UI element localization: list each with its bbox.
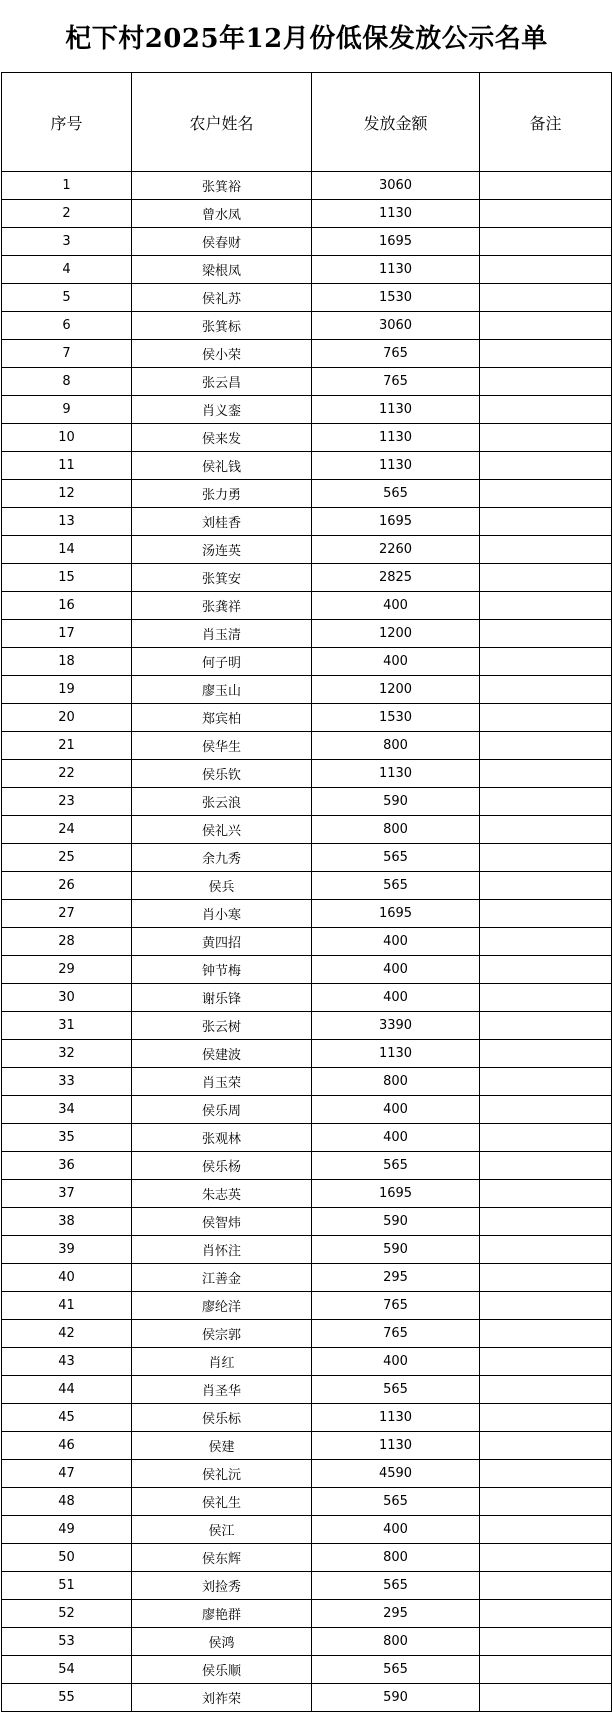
row-note	[480, 984, 612, 1012]
row-index: 6	[2, 312, 132, 340]
row-note	[480, 1656, 612, 1684]
row-note	[480, 816, 612, 844]
header-index: 序号	[2, 73, 132, 172]
farmer-name: 侯华生	[132, 732, 312, 760]
row-note	[480, 956, 612, 984]
table-row	[2, 564, 612, 592]
farmer-name: 侯礼沅	[132, 1460, 312, 1488]
payment-amount: 3390	[312, 1012, 480, 1040]
farmer-name: 侯乐标	[132, 1404, 312, 1432]
table-row	[2, 704, 612, 732]
payment-amount: 400	[312, 1348, 480, 1376]
table-row	[2, 620, 612, 648]
row-index: 53	[2, 1628, 132, 1656]
row-index: 30	[2, 984, 132, 1012]
payment-amount: 800	[312, 1628, 480, 1656]
table-row	[2, 1180, 612, 1208]
row-index: 8	[2, 368, 132, 396]
row-index: 49	[2, 1516, 132, 1544]
farmer-name: 廖玉山	[132, 676, 312, 704]
farmer-name: 张龚祥	[132, 592, 312, 620]
payment-amount: 1695	[312, 228, 480, 256]
row-note	[480, 1124, 612, 1152]
row-note	[480, 1264, 612, 1292]
row-index: 7	[2, 340, 132, 368]
table-row	[2, 1320, 612, 1348]
payment-amount: 1130	[312, 1432, 480, 1460]
payment-amount: 1130	[312, 1040, 480, 1068]
row-note	[480, 872, 612, 900]
payment-amount: 1130	[312, 256, 480, 284]
farmer-name: 侯兵	[132, 872, 312, 900]
payment-amount: 1530	[312, 704, 480, 732]
payment-amount: 400	[312, 1096, 480, 1124]
farmer-name: 肖怀注	[132, 1236, 312, 1264]
farmer-name: 侯礼兴	[132, 816, 312, 844]
row-note	[480, 1432, 612, 1460]
farmer-name: 张云树	[132, 1012, 312, 1040]
row-index: 22	[2, 760, 132, 788]
farmer-name: 张箕标	[132, 312, 312, 340]
row-note	[480, 284, 612, 312]
payment-amount: 590	[312, 1208, 480, 1236]
farmer-name: 侯春财	[132, 228, 312, 256]
row-note	[480, 1068, 612, 1096]
row-note	[480, 1544, 612, 1572]
table-row	[2, 1572, 612, 1600]
table-row	[2, 228, 612, 256]
row-note	[480, 1516, 612, 1544]
row-note	[480, 1572, 612, 1600]
table-row	[2, 760, 612, 788]
payment-amount: 1130	[312, 200, 480, 228]
page-title: 杞下村2025年12月份低保发放公示名单	[65, 23, 548, 54]
row-index: 24	[2, 816, 132, 844]
payment-amount: 1130	[312, 760, 480, 788]
farmer-name: 张观林	[132, 1124, 312, 1152]
farmer-name: 侯宗郭	[132, 1320, 312, 1348]
table-row	[2, 984, 612, 1012]
farmer-name: 张云昌	[132, 368, 312, 396]
row-index: 40	[2, 1264, 132, 1292]
farmer-name: 刘祚荣	[132, 1684, 312, 1712]
row-index: 9	[2, 396, 132, 424]
table-row	[2, 1628, 612, 1656]
payment-amount: 4590	[312, 1460, 480, 1488]
farmer-name: 侯鸿	[132, 1628, 312, 1656]
farmer-name: 肖义銮	[132, 396, 312, 424]
row-note	[480, 1208, 612, 1236]
table-row	[2, 172, 612, 200]
row-index: 44	[2, 1376, 132, 1404]
payment-amount: 2260	[312, 536, 480, 564]
payment-amount: 565	[312, 1376, 480, 1404]
farmer-name: 谢乐锋	[132, 984, 312, 1012]
farmer-name: 钟节梅	[132, 956, 312, 984]
farmer-name: 侯小荣	[132, 340, 312, 368]
payment-amount: 800	[312, 816, 480, 844]
payment-amount: 1530	[312, 284, 480, 312]
farmer-name: 侯建波	[132, 1040, 312, 1068]
row-note	[480, 1292, 612, 1320]
row-note	[480, 1320, 612, 1348]
farmer-name: 侯东辉	[132, 1544, 312, 1572]
farmer-name: 肖圣华	[132, 1376, 312, 1404]
payment-amount: 590	[312, 1684, 480, 1712]
table-row	[2, 396, 612, 424]
payment-amount: 800	[312, 1068, 480, 1096]
payment-amount: 400	[312, 592, 480, 620]
row-index: 55	[2, 1684, 132, 1712]
row-index: 37	[2, 1180, 132, 1208]
payment-amount: 590	[312, 1236, 480, 1264]
row-note	[480, 480, 612, 508]
row-index: 23	[2, 788, 132, 816]
row-note	[480, 1628, 612, 1656]
payment-amount: 400	[312, 956, 480, 984]
farmer-name: 侯建	[132, 1432, 312, 1460]
row-note	[480, 1236, 612, 1264]
table-row	[2, 312, 612, 340]
table-row	[2, 872, 612, 900]
row-note	[480, 1040, 612, 1068]
row-note	[480, 256, 612, 284]
payment-amount: 765	[312, 1292, 480, 1320]
row-note	[480, 228, 612, 256]
row-note	[480, 1600, 612, 1628]
payment-amount: 3060	[312, 312, 480, 340]
payment-amount: 1200	[312, 620, 480, 648]
table-row	[2, 480, 612, 508]
payment-amount: 2825	[312, 564, 480, 592]
farmer-name: 刘桂香	[132, 508, 312, 536]
row-note	[480, 452, 612, 480]
payment-amount: 1130	[312, 396, 480, 424]
table-row	[2, 928, 612, 956]
payment-amount: 1695	[312, 1180, 480, 1208]
table-row	[2, 1292, 612, 1320]
payment-amount: 765	[312, 1320, 480, 1348]
row-index: 41	[2, 1292, 132, 1320]
payment-amount: 400	[312, 1516, 480, 1544]
farmer-name: 侯礼生	[132, 1488, 312, 1516]
payment-amount: 565	[312, 1152, 480, 1180]
row-index: 39	[2, 1236, 132, 1264]
payment-amount: 1130	[312, 1404, 480, 1432]
row-index: 27	[2, 900, 132, 928]
row-index: 36	[2, 1152, 132, 1180]
row-note	[480, 1012, 612, 1040]
row-index: 48	[2, 1488, 132, 1516]
farmer-name: 廖艳群	[132, 1600, 312, 1628]
farmer-name: 侯乐顺	[132, 1656, 312, 1684]
farmer-name: 何子明	[132, 648, 312, 676]
row-index: 5	[2, 284, 132, 312]
row-note	[480, 508, 612, 536]
table-row	[2, 732, 612, 760]
farmer-name: 肖小寒	[132, 900, 312, 928]
row-note	[480, 760, 612, 788]
row-index: 38	[2, 1208, 132, 1236]
table-row	[2, 648, 612, 676]
table-row	[2, 508, 612, 536]
table-body	[2, 172, 612, 1712]
row-note	[480, 844, 612, 872]
row-note	[480, 172, 612, 200]
table-header	[2, 73, 612, 172]
row-note	[480, 620, 612, 648]
payment-amount: 1200	[312, 676, 480, 704]
table-row	[2, 200, 612, 228]
row-index: 54	[2, 1656, 132, 1684]
table-row	[2, 1124, 612, 1152]
row-note	[480, 340, 612, 368]
row-index: 15	[2, 564, 132, 592]
table-row	[2, 536, 612, 564]
row-index: 21	[2, 732, 132, 760]
farmer-name: 侯乐周	[132, 1096, 312, 1124]
table-row	[2, 1544, 612, 1572]
row-note	[480, 676, 612, 704]
table-row	[2, 816, 612, 844]
table-row	[2, 1460, 612, 1488]
farmer-name: 余九秀	[132, 844, 312, 872]
table-row	[2, 340, 612, 368]
table-row	[2, 1376, 612, 1404]
row-index: 17	[2, 620, 132, 648]
farmer-name: 汤连英	[132, 536, 312, 564]
row-note	[480, 1684, 612, 1712]
row-index: 13	[2, 508, 132, 536]
table-row	[2, 956, 612, 984]
row-note	[480, 564, 612, 592]
farmer-name: 刘捡秀	[132, 1572, 312, 1600]
farmer-name: 黄四招	[132, 928, 312, 956]
row-index: 25	[2, 844, 132, 872]
payment-amount: 295	[312, 1264, 480, 1292]
payment-amount: 1130	[312, 424, 480, 452]
row-index: 2	[2, 200, 132, 228]
allowance-table	[1, 72, 612, 1712]
farmer-name: 肖红	[132, 1348, 312, 1376]
table-row	[2, 1208, 612, 1236]
row-index: 19	[2, 676, 132, 704]
row-note	[480, 900, 612, 928]
payment-amount: 3060	[312, 172, 480, 200]
row-index: 29	[2, 956, 132, 984]
payment-amount: 1130	[312, 452, 480, 480]
row-index: 28	[2, 928, 132, 956]
table-row	[2, 1404, 612, 1432]
table-row	[2, 1040, 612, 1068]
farmer-name: 曾水凤	[132, 200, 312, 228]
farmer-name: 郑宾柏	[132, 704, 312, 732]
farmer-name: 侯礼钱	[132, 452, 312, 480]
row-note	[480, 368, 612, 396]
payment-amount: 400	[312, 928, 480, 956]
row-index: 20	[2, 704, 132, 732]
row-note	[480, 592, 612, 620]
table-row	[2, 1656, 612, 1684]
table-row	[2, 1432, 612, 1460]
header-amount: 发放金额	[312, 73, 480, 172]
row-index: 47	[2, 1460, 132, 1488]
table-row	[2, 844, 612, 872]
table-row	[2, 676, 612, 704]
payment-amount: 565	[312, 1656, 480, 1684]
row-index: 50	[2, 1544, 132, 1572]
farmer-name: 朱志英	[132, 1180, 312, 1208]
table-row	[2, 592, 612, 620]
row-index: 35	[2, 1124, 132, 1152]
row-index: 10	[2, 424, 132, 452]
row-note	[480, 200, 612, 228]
table-row	[2, 1096, 612, 1124]
payment-amount: 590	[312, 788, 480, 816]
payment-amount: 565	[312, 844, 480, 872]
payment-amount: 765	[312, 368, 480, 396]
row-index: 33	[2, 1068, 132, 1096]
table-row	[2, 788, 612, 816]
row-note	[480, 788, 612, 816]
payment-amount: 565	[312, 1572, 480, 1600]
row-index: 43	[2, 1348, 132, 1376]
payment-amount: 800	[312, 732, 480, 760]
row-index: 46	[2, 1432, 132, 1460]
payment-amount: 565	[312, 872, 480, 900]
payment-amount: 400	[312, 648, 480, 676]
table-row	[2, 452, 612, 480]
farmer-name: 侯智炜	[132, 1208, 312, 1236]
table-row	[2, 256, 612, 284]
payment-amount: 565	[312, 1488, 480, 1516]
payment-amount: 565	[312, 480, 480, 508]
header-note: 备注	[480, 73, 612, 172]
row-index: 51	[2, 1572, 132, 1600]
table-row	[2, 900, 612, 928]
farmer-name: 江善金	[132, 1264, 312, 1292]
farmer-name: 廖纶洋	[132, 1292, 312, 1320]
farmer-name: 侯礼苏	[132, 284, 312, 312]
table-row	[2, 368, 612, 396]
row-index: 14	[2, 536, 132, 564]
table-row	[2, 1684, 612, 1712]
farmer-name: 侯乐钦	[132, 760, 312, 788]
row-index: 45	[2, 1404, 132, 1432]
row-note	[480, 1180, 612, 1208]
row-index: 52	[2, 1600, 132, 1628]
farmer-name: 张云浪	[132, 788, 312, 816]
row-note	[480, 396, 612, 424]
table-row	[2, 1236, 612, 1264]
farmer-name: 肖玉荣	[132, 1068, 312, 1096]
row-note	[480, 704, 612, 732]
row-note	[480, 1096, 612, 1124]
farmer-name: 张箕裕	[132, 172, 312, 200]
header-row	[2, 73, 612, 172]
row-note	[480, 1488, 612, 1516]
row-note	[480, 648, 612, 676]
row-note	[480, 424, 612, 452]
row-index: 31	[2, 1012, 132, 1040]
row-index: 16	[2, 592, 132, 620]
row-note	[480, 928, 612, 956]
row-note	[480, 1376, 612, 1404]
row-index: 12	[2, 480, 132, 508]
row-note	[480, 1404, 612, 1432]
payment-amount: 400	[312, 1124, 480, 1152]
table-row	[2, 1152, 612, 1180]
table-row	[2, 424, 612, 452]
farmer-name: 侯来发	[132, 424, 312, 452]
row-index: 42	[2, 1320, 132, 1348]
payment-amount: 1695	[312, 508, 480, 536]
header-name: 农户姓名	[132, 73, 312, 172]
row-index: 4	[2, 256, 132, 284]
table-row	[2, 1348, 612, 1376]
table-row	[2, 1012, 612, 1040]
table-row	[2, 1264, 612, 1292]
payment-amount: 400	[312, 984, 480, 1012]
row-index: 32	[2, 1040, 132, 1068]
table-row	[2, 1516, 612, 1544]
farmer-name: 侯乐杨	[132, 1152, 312, 1180]
row-index: 26	[2, 872, 132, 900]
payment-amount: 1695	[312, 900, 480, 928]
row-index: 3	[2, 228, 132, 256]
row-index: 11	[2, 452, 132, 480]
farmer-name: 肖玉清	[132, 620, 312, 648]
table-row	[2, 1600, 612, 1628]
farmer-name: 张力勇	[132, 480, 312, 508]
row-note	[480, 1348, 612, 1376]
payment-amount: 295	[312, 1600, 480, 1628]
row-note	[480, 732, 612, 760]
row-note	[480, 1152, 612, 1180]
farmer-name: 侯江	[132, 1516, 312, 1544]
table-row	[2, 1488, 612, 1516]
row-index: 34	[2, 1096, 132, 1124]
table-row	[2, 1068, 612, 1096]
row-index: 1	[2, 172, 132, 200]
row-note	[480, 1460, 612, 1488]
row-index: 18	[2, 648, 132, 676]
payment-amount: 800	[312, 1544, 480, 1572]
table-row	[2, 284, 612, 312]
row-note	[480, 536, 612, 564]
payment-amount: 765	[312, 340, 480, 368]
row-note	[480, 312, 612, 340]
farmer-name: 梁根凤	[132, 256, 312, 284]
farmer-name: 张箕安	[132, 564, 312, 592]
